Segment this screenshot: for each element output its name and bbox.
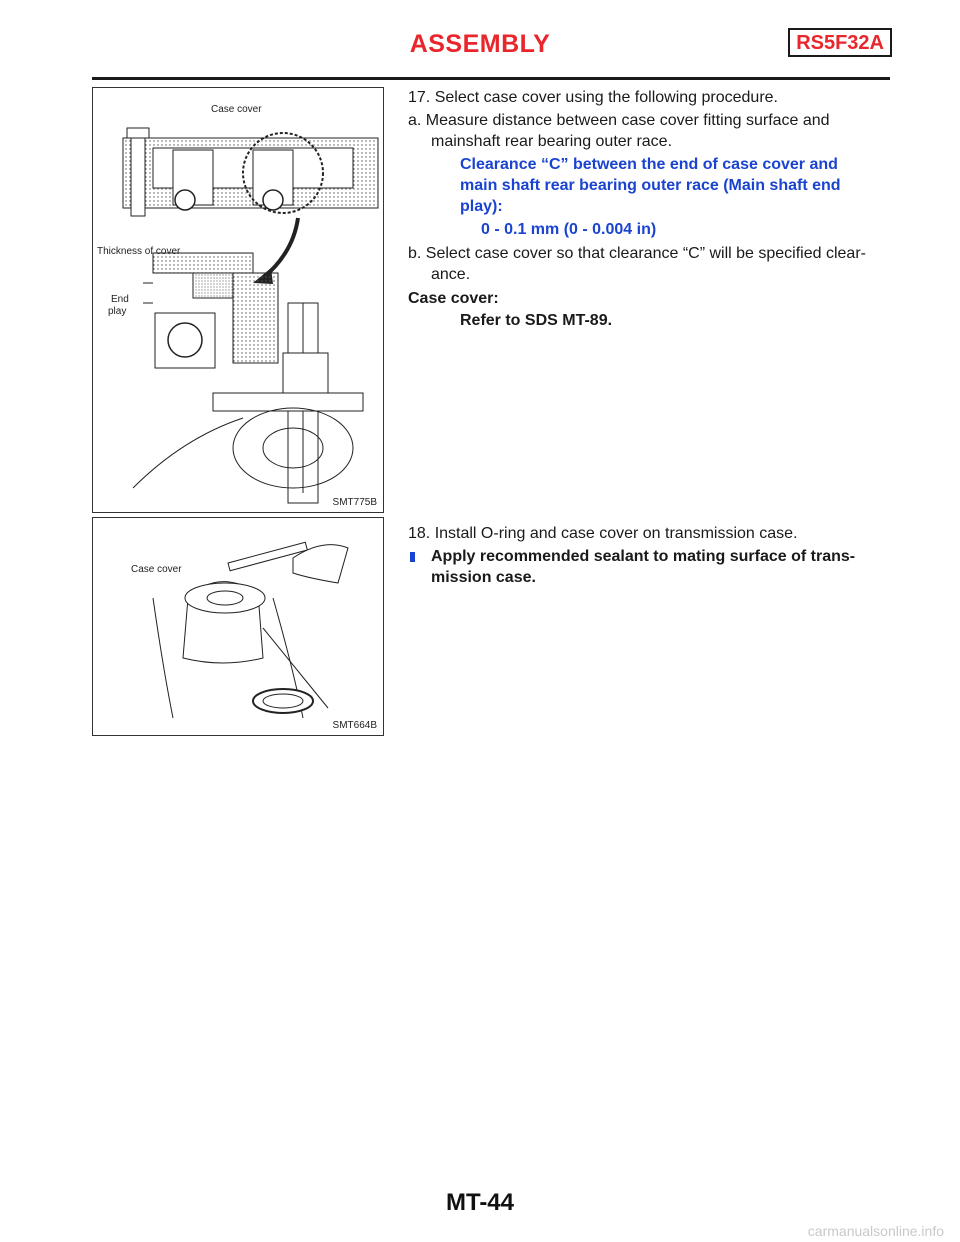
step-17b-line1: b. Select case cover so that clearance “C” will be specified clear-	[408, 245, 866, 262]
step-18-bullet-line2: mission case.	[431, 569, 536, 586]
case-cover-callout: Case cover	[211, 104, 262, 115]
figure-code: SMT664B	[332, 720, 377, 731]
figure-code: SMT775B	[332, 497, 377, 508]
case-cover-measurement-illustration	[93, 88, 383, 512]
step-17a-line1: a. Measure distance between case cover fitting surface and	[408, 112, 830, 129]
step-17-heading: 17. Select case cover using the following procedure.	[408, 89, 778, 106]
step-18-bullet-line1: Apply recommended sealant to mating surface of trans-	[431, 548, 856, 565]
case-cover-sds-reference: Refer to SDS MT-89.	[460, 312, 613, 329]
step-17a-line2: mainshaft rear bearing outer race.	[431, 133, 673, 150]
case-cover-callout: Case cover	[131, 564, 182, 575]
end-play-callout-line1: End	[111, 294, 129, 305]
step-18-heading: 18. Install O-ring and case cover on transmission case.	[408, 525, 798, 542]
end-play-callout-line2: play	[108, 306, 127, 317]
spec-clearance-line1: Clearance “C” between the end of case cover and	[460, 156, 838, 173]
model-badge: RS5F32A	[788, 28, 892, 57]
figure-case-cover-measurement	[92, 87, 384, 513]
case-cover-spec-label: Case cover:	[408, 290, 499, 307]
spec-clearance-line2: main shaft rear bearing outer race (Main shaft end	[460, 177, 841, 194]
watermark: carmanualsonline.info	[807, 1223, 944, 1239]
page-title: ASSEMBLY	[409, 30, 551, 58]
header-divider	[92, 77, 890, 80]
figure-install-case-cover	[92, 517, 384, 736]
spec-clearance-value: 0 - 0.1 mm (0 - 0.004 in)	[481, 221, 657, 238]
spec-clearance-line3: play):	[460, 198, 503, 215]
page-number: MT-44	[445, 1189, 514, 1216]
thickness-of-cover-callout: Thickness of cover	[97, 246, 181, 257]
step-17b-line2: ance.	[431, 266, 471, 283]
bullet-icon	[410, 552, 415, 562]
install-case-cover-illustration	[93, 518, 383, 735]
